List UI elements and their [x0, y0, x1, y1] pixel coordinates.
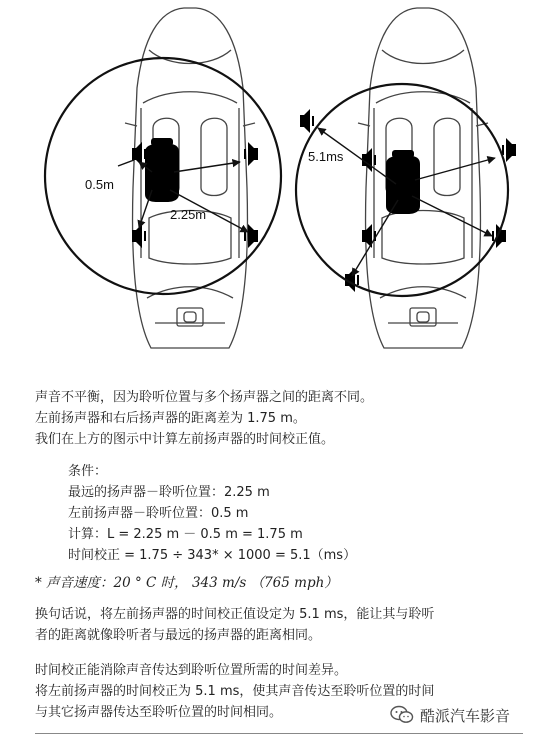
right-listener-seat	[386, 150, 420, 214]
condition-near-speaker: 左前扬声器－聆听位置：0.5 m	[68, 506, 249, 521]
intro-line-3: 我们在上方的图示中计算左前扬声器的时间校正值。	[35, 432, 335, 447]
watermark	[390, 704, 510, 726]
para2-line-1: 换句话说，将左前扬声器的时间校正值设定为 5.1 ms，能让其与聆听	[35, 607, 435, 622]
bottom-divider	[35, 733, 523, 734]
para2-line-2: 者的距离就像聆听者与最远的扬声器的距离相同。	[35, 628, 322, 643]
right-timing-label: 5.1ms	[308, 149, 344, 164]
left-near-distance-label: 0.5m	[85, 177, 114, 192]
para3-line-3: 与其它扬声器传达至聆听位置的时间相同。	[35, 705, 283, 720]
condition-calculation: 计算：L = 2.25 m － 0.5 m = 1.75 m	[68, 527, 303, 542]
wechat-icon	[390, 705, 414, 725]
condition-far-speaker: 最远的扬声器－聆听位置：2.25 m	[68, 485, 270, 500]
left-far-distance-label: 2.25m	[170, 207, 207, 222]
speed-of-sound-footnote: * 声音速度：20 ° C 时， 343 m/s （765 mph）	[35, 575, 338, 591]
speaker-distance-diagram	[0, 0, 557, 370]
intro-line-2: 左前扬声器和右后扬声器的距离差为 1.75 m。	[35, 411, 306, 426]
intro-line-1: 声音不平衡，因为聆听位置与多个扬声器之间的距离不同。	[35, 390, 374, 405]
watermark-text: 酷派汽车影音	[420, 706, 511, 725]
para3-line-2: 将左前扬声器的时间校正为 5.1 ms，使其声音传达至聆听位置的时间	[35, 684, 435, 699]
conditions-heading: 条件：	[68, 464, 108, 479]
para3-line-1: 时间校正能消除声音传达到聆听位置所需的时间差异。	[35, 663, 348, 678]
condition-time-correction: 时间校正 = 1.75 ÷ 343* × 1000 = 5.1（ms）	[68, 548, 357, 563]
